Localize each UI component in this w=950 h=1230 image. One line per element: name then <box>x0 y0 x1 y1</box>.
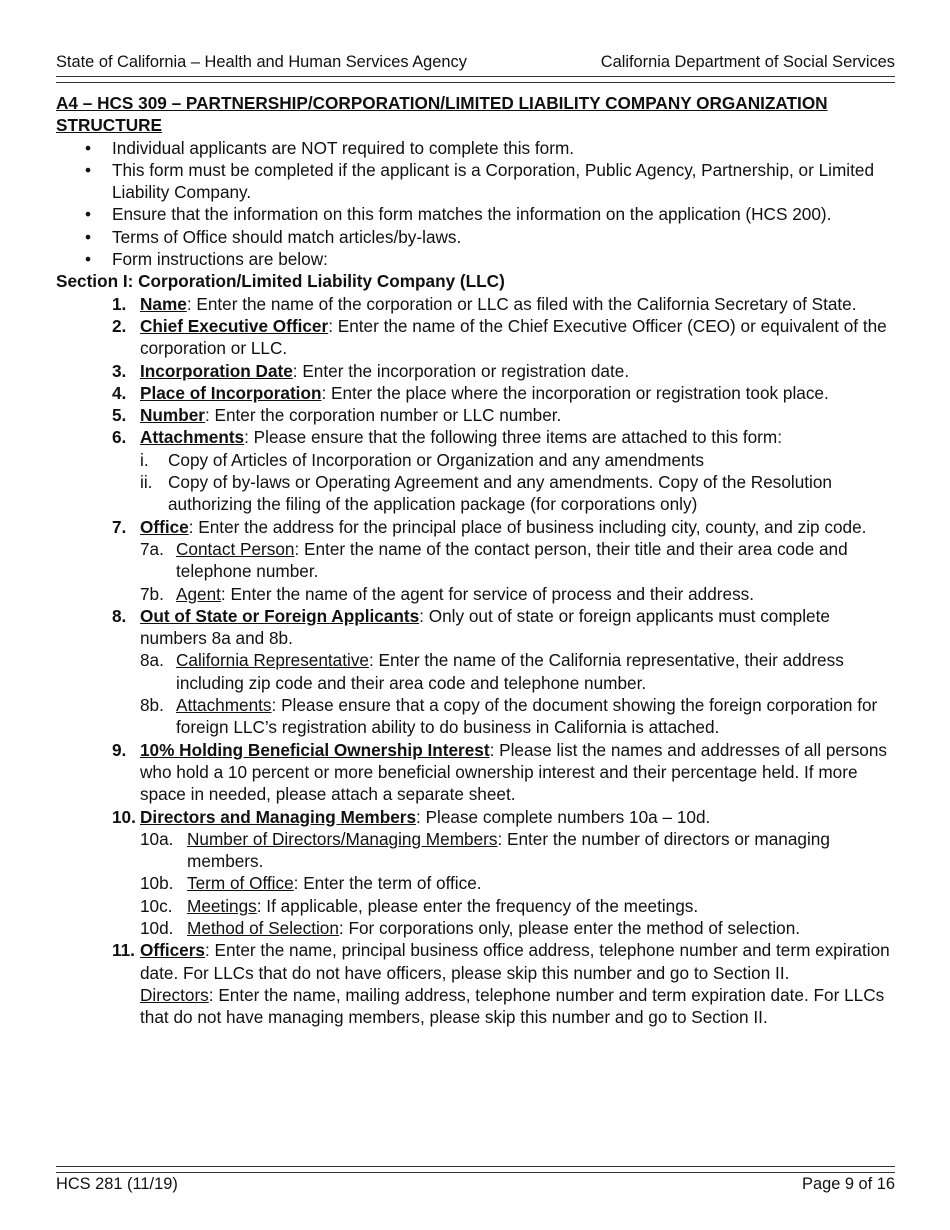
form-instructions <box>56 92 895 1028</box>
section-title: Section I: Corporation/Limited Liability Company (LLC) <box>56 271 505 292</box>
page-number: Page 9 of 16 <box>802 1175 895 1193</box>
header-agency: State of California – Health and Human Services Agency <box>56 53 467 71</box>
footer-divider <box>56 1166 895 1173</box>
item-beneficial-ownership: 9. 10% Holding Beneficial Ownership Interest: Please list the names and addresses of all persons who hold a 10 percent or more beneficial ownership interest and their percentage held. If more space in needed, please attach a separate sheet. <box>112 739 888 805</box>
sub-item-contact-person: 7a. Contact Person: Enter the name of the contact person, their title and their area code and telephone number. <box>140 538 848 582</box>
bullet-list <box>56 137 895 271</box>
document-page <box>56 0 895 1230</box>
sub-item-foreign-attachments: 8b. Attachments: Please ensure that a copy of the document showing the foreign corporation for foreign LLC’s registration ability to do business in California is attached. <box>140 695 878 738</box>
page-header <box>56 51 895 73</box>
sub-item-number-of-directors: 10a. Number of Directors/Managing Members: Enter the number of directors or managing members. <box>140 828 830 872</box>
sub-item-california-representative: 8a. California Representative: Enter the name of the California representative, their address including zip code and their area code and telephone number. <box>140 650 844 693</box>
item-attachments: 6. Attachments: Please ensure that the following three items are attached to this form: <box>112 427 782 448</box>
form-number: HCS 281 (11/19) <box>56 1175 178 1193</box>
bullet-item: • Form instructions are below: <box>85 249 328 270</box>
item-officers: 11. Officers: Enter the name, principal business office address, telephone number and term expiration date. For LLCs that do not have officers, please skip this number and go to Section II. <box>112 940 890 983</box>
item-place-of-incorporation: 4. Place of Incorporation: Enter the place where the incorporation or registration took place. <box>112 382 829 403</box>
form-title: A4 – HCS 309 – PARTNERSHIP/CORPORATION/LIMITED LIABILITY COMPANY ORGANIZATION STRUCTURE <box>56 93 828 136</box>
item-number: 5. Number: Enter the corporation number or LLC number. <box>112 405 562 426</box>
bullet-item: • This form must be completed if the applicant is a Corporation, Public Agency, Partnership, or Limited Liability Company. <box>85 159 875 203</box>
sub-item-method-of-selection: 10d. Method of Selection: For corporations only, please enter the method of selection. <box>140 917 801 938</box>
page-footer <box>56 1173 895 1195</box>
bullet-item: • Ensure that the information on this form matches the information on the application (HCS 200). <box>85 204 832 225</box>
item-foreign-applicants: 8. Out of State or Foreign Applicants: Only out of state or foreign applicants must complete numbers 8a and 8b. <box>112 605 830 649</box>
header-department: California Department of Social Services <box>600 53 895 71</box>
item-directors-managing-members: 10. Directors and Managing Members: Please complete numbers 10a – 10d. <box>112 806 711 827</box>
sub-item-articles: i. Copy of Articles of Incorporation or Organization and any amendments <box>140 449 704 470</box>
sub-item-meetings: 10c. Meetings: If applicable, please enter the frequency of the meetings. <box>140 895 699 916</box>
sub-item-agent: 7b. Agent: Enter the name of the agent for service of process and their address. <box>140 583 755 604</box>
bullet-item: • Terms of Office should match articles/by-laws. <box>85 226 462 247</box>
header-divider <box>56 76 895 83</box>
sub-item-bylaws: ii. Copy of by-laws or Operating Agreement and any amendments. Copy of the Resolution authorizing the filing of the application package (for corporations only) <box>140 472 832 515</box>
item-office: 7. Office: Enter the address for the principal place of business including city, county, and zip code. <box>112 516 867 537</box>
bullet-item: • Individual applicants are NOT required to complete this form. <box>85 137 575 158</box>
sub-item-term-of-office: 10b. Term of Office: Enter the term of office. <box>140 873 482 894</box>
item-name: 1. Name: Enter the name of the corporation or LLC as filed with the California Secretary of State. <box>112 293 857 314</box>
item-ceo: 2. Chief Executive Officer: Enter the name of the Chief Executive Officer (CEO) or equivalent of the corporation or LLC. <box>112 315 887 359</box>
item-incorporation-date: 3. Incorporation Date: Enter the incorporation or registration date. <box>112 360 630 381</box>
item-directors: Directors: Enter the name, mailing address, telephone number and term expiration date. For LLCs that do not have managing members, please skip this number and go to Section II. <box>140 984 885 1028</box>
